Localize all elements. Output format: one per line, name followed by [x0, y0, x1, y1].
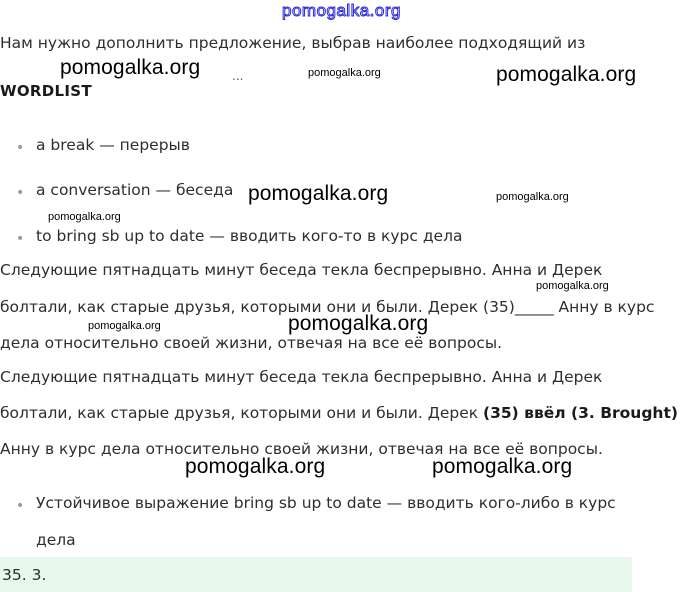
- answer-box: [0, 557, 632, 592]
- bullet-icon: •: [16, 231, 25, 247]
- watermark: pomogalka.org: [496, 63, 637, 86]
- passage-blank-line: болтали, как старые друзья, которыми они и были. Дерек (35)_____ Анну в курс: [0, 298, 655, 316]
- watermark: pomogalka.org: [536, 280, 609, 292]
- passage-blank-line: Следующие пятнадцать минут беседа текла беспрерывно. Анна и Дерек: [0, 261, 603, 279]
- watermark: pomogalka.org: [60, 56, 201, 79]
- bullet-icon: •: [16, 140, 25, 156]
- answer-text: 35. 3.: [2, 566, 47, 584]
- watermark: pomogalka.org: [248, 182, 389, 205]
- explanation-line: дела: [36, 531, 76, 549]
- watermark: pomogalka.org: [496, 191, 569, 203]
- explanation-line: Устойчивое выражение bring sb up to date — вводить кого-либо в курс: [36, 494, 616, 512]
- passage-answer-text: болтали, как старые друзья, которыми они и были. Дерек: [0, 404, 484, 422]
- watermark: pomogalka.org: [288, 312, 429, 335]
- passage-answer-line: Анну в курс дела относительно своей жизни, отвечая на все её вопросы.: [0, 440, 603, 458]
- passage-answer-line: Следующие пятнадцать минут беседа текла беспрерывно. Анна и Дерек: [0, 368, 603, 386]
- watermark: pomogalka.org: [308, 67, 381, 79]
- intro-text: Нам нужно дополнить предложение, выбрав наиболее подходящий из: [0, 34, 586, 52]
- watermark: pomogalka.org: [88, 320, 161, 332]
- bullet-icon: •: [16, 185, 25, 201]
- passage-blank-line: дела относительно своей жизни, отвечая на все её вопросы.: [0, 334, 503, 352]
- intro-cut-text: ...: [232, 69, 244, 83]
- passage-answer-line: [0, 404, 678, 422]
- wordlist-item: a conversation — беседа: [36, 181, 234, 199]
- wordlist-item: to bring sb up to date — вводить кого-то в курс дела: [36, 227, 463, 245]
- watermark-top: pomogalka.org: [282, 1, 401, 20]
- answer-highlight: (35) ввёл (3. Brought): [483, 404, 678, 422]
- watermark: pomogalka.org: [432, 455, 573, 478]
- bullet-icon: •: [16, 498, 25, 514]
- watermark: pomogalka.org: [48, 211, 121, 223]
- wordlist-heading: WORDLIST: [0, 82, 92, 100]
- wordlist-item: a break — перерыв: [36, 136, 190, 154]
- watermark: pomogalka.org: [185, 455, 326, 478]
